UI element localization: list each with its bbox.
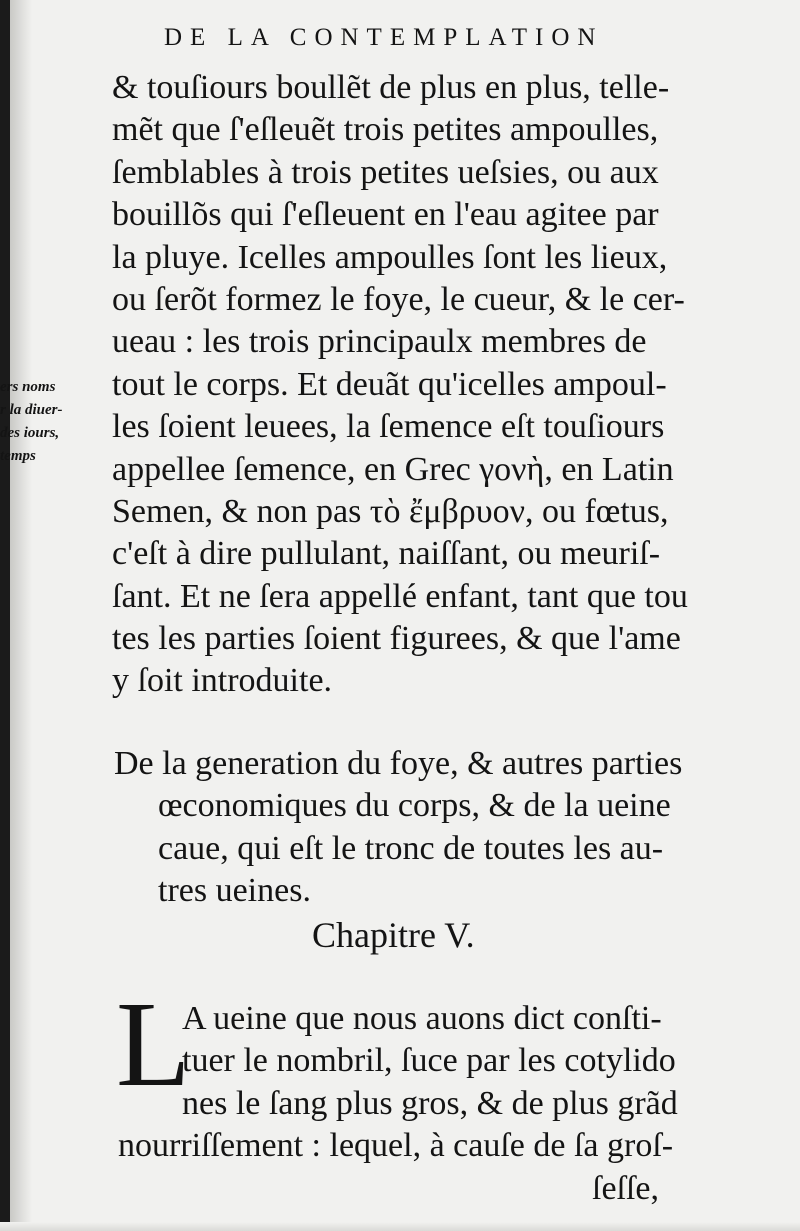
text-line: y ſoit introduite.: [112, 662, 333, 700]
margin-note: [0, 376, 110, 468]
running-head: DE LA CONTEMPLATION: [164, 24, 604, 51]
text-line: nourriſſement : lequel, à cauſe de ſa groſ-: [118, 1127, 674, 1165]
margin-note-line: r la diuer-: [0, 402, 63, 418]
text-line: tuer le nombril, ſuce par les cotylido: [182, 1042, 676, 1080]
drop-cap-letter: L: [116, 977, 191, 1112]
text-line: c'eſt à dire pullulant, naiſſant, ou meuriſ-: [112, 535, 661, 573]
text-line: tout le corps. Et deuãt qu'icelles ampoul-: [112, 365, 667, 403]
text-line: & touſiours boullẽt de plus en plus, telle-: [112, 69, 670, 106]
text-line: Semen, & non pas τὸ ἔμβρυον, ou fœtus,: [112, 492, 669, 530]
text-line: ueau : les trois principaulx membres de: [112, 323, 647, 361]
text-line: appellee ſemence, en Grec γονὴ, en Latin: [112, 450, 674, 488]
chapter-paragraph: [118, 998, 718, 1210]
text-line: ſemblables à trois petites ueſsies, ou aux: [112, 153, 659, 191]
text-line: tes les parties ſoient figurees, & que l'ame: [112, 620, 681, 658]
text-line: la pluye. Icelles ampoulles ſont les lieux,: [112, 238, 668, 276]
text-line: ſeſſe,: [592, 1169, 660, 1207]
text-line: bouillõs qui ſ'eſleuent en l'eau agitee par: [112, 196, 659, 234]
text-line: mẽt que ſ'eſleuẽt trois petites ampoulles,: [112, 111, 659, 149]
heading-line: œconomiques du corps, & de la ueine: [158, 787, 671, 825]
margin-note-line: ers noms: [0, 379, 56, 395]
page-binding-edge: [0, 0, 10, 1231]
heading-line: tres ueines.: [158, 872, 311, 910]
margin-note-line: temps: [0, 448, 36, 464]
chapter-title: Chapitre V.: [312, 915, 475, 955]
body-paragraph: [112, 67, 712, 703]
heading-line: De la generation du foye, & autres parties: [114, 745, 683, 782]
page-bottom-edge: [0, 1222, 800, 1231]
text-line: nes le ſang plus gros, & de plus grãd: [182, 1084, 678, 1122]
page-gutter-shadow: [10, 0, 32, 1231]
text-line: les ſoient leuees, la ſemence eſt touſiours: [112, 408, 665, 446]
chapter-summary-heading: [114, 743, 714, 913]
text-line: A ueine que nous auons dict conſti-: [182, 1000, 662, 1037]
text-line: ou ſerõt formez le foye, le cueur, & le cer-: [112, 280, 685, 318]
heading-line: caue, qui eſt le tronc de toutes les au-: [158, 829, 664, 867]
text-line: ſant. Et ne ſera appellé enfant, tant que tou: [112, 577, 688, 615]
margin-note-line: des iours,: [0, 425, 60, 441]
